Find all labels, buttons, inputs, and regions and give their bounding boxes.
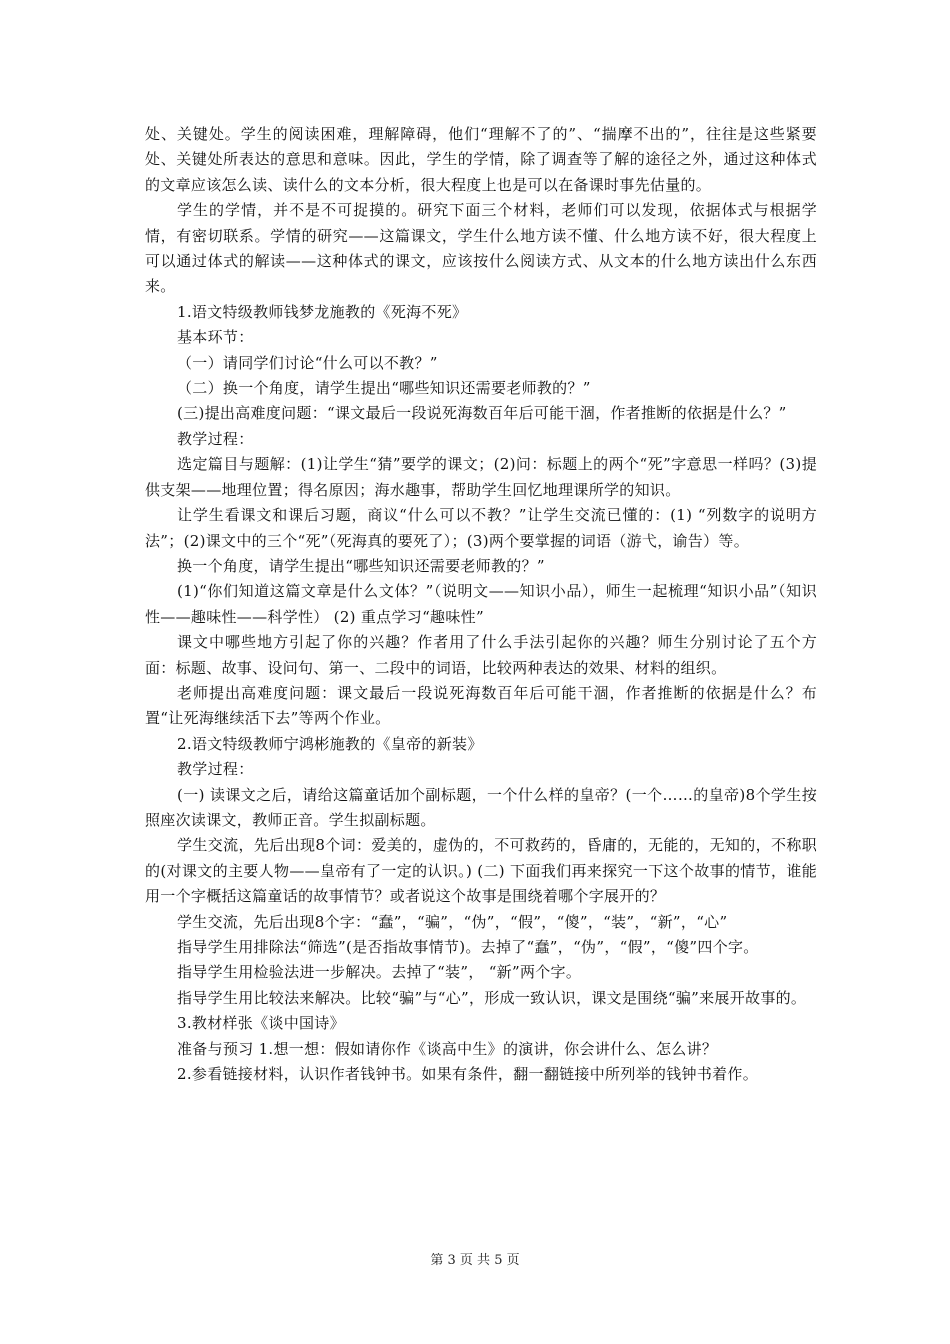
paragraph: 换一个角度，请学生提出“哪些知识还需要老师教的？” — [177, 556, 545, 575]
paragraph: 指导学生用排除法“筛选”(是否指故事情节)。去掉了“蠢”，“伪”，“假”，“傻”四个字。 — [177, 938, 759, 956]
paragraph: 3.教材样张《谈中国诗》 — [177, 1014, 345, 1033]
page-footer: 第 3 页 共 5 页 — [430, 1253, 520, 1268]
paragraph: (1)“你们知道这篇文章是什么文体？”（说明文——知识小品），师生一起梳理“知识小品”（知识性——趣味性——科学性） (2) 重点学习“趣味性” — [145, 582, 817, 626]
paragraph: 教学过程： — [177, 760, 254, 779]
paragraph: 2.语文特级教师宁鸿彬施教的《皇帝的新装》 — [177, 734, 483, 753]
paragraph: 学生交流，先后出现8个词：爱美的，虚伪的，不可救药的，昏庸的，无能的，无知的，不称职的(对课文的主要人物——皇帝有了一定的认识。) (二) 下面我们再来探究一下这个故事的情节，谁能用一个字概括这篇童话的故事情节？或者说这个故事是围绕着哪个字展开的？ — [145, 836, 817, 906]
paragraph: 选定篇目与题解：(1)让学生“猜”要学的课文；(2)问：标题上的两个“死”字意思一样吗？(3)提供支架——地理位置；得名原因；海水趣事，帮助学生回忆地理课所学的知识。 — [145, 455, 817, 499]
paragraph: 学生的学情，并不是不可捉摸的。研究下面三个材料，老师们可以发现，依据体式与根据学情，有密切联系。学情的研究——这篇课文，学生什么地方读不懂、什么地方读不好，很大程度上可以通过体式的解读——这种体式的课文，应该按什么阅读方式、从文本的什么地方读出什么东西来。 — [145, 201, 817, 296]
paragraph: （二）换一个角度，请学生提出“哪些知识还需要老师教的？” — [177, 379, 591, 398]
paragraph: 课文中哪些地方引起了你的兴趣？作者用了什么手法引起你的兴趣？师生分别讨论了五个方面：标题、故事、设问句、第一、二段中的词语，比较两种表达的效果、材料的组织。 — [145, 633, 817, 677]
paragraph: （一）请同学们讨论“什么可以不教？” — [177, 353, 438, 372]
paragraph: 教学过程： — [177, 429, 254, 448]
document-body — [145, 122, 817, 1087]
paragraph: 处、关键处。学生的阅读困难，理解障碍，他们“理解不了的”、“揣摩不出的”，往往是这些紧要处、关键处所表达的意思和意味。因此，学生的学情，除了调查等了解的途径之外，通过这种体式的文章应该怎么读、读什么的文本分析，很大程度上也是可以在备课时事先估量的。 — [145, 125, 817, 194]
paragraph: 1.语文特级教师钱梦龙施教的《死海不死》 — [177, 302, 468, 321]
paragraph: 准备与预习 1.想一想：假如请你作《谈高中生》的演讲，你会讲什么、怎么讲？ — [177, 1039, 718, 1058]
paragraph: (一) 读课文之后，请给这篇童话加个副标题，一个什么样的皇帝？(一个……的皇帝)8个学生按照座次读课文，教师正音。学生拟副标题。 — [145, 785, 817, 829]
paragraph: 学生交流，先后出现8个字：“蠢”，“骗”，“伪”，“假”，“傻”，“装”，“新”，“心” — [177, 912, 728, 931]
paragraph: 指导学生用比较法来解决。比较“骗”与“心”，形成一致认识，课文是围绕“骗”来展开故事的。 — [177, 988, 807, 1007]
paragraph: (三)提出高难度问题：“课文最后一段说死海数百年后可能干涸，作者推断的依据是什么？” — [177, 404, 787, 423]
paragraph: 指导学生用检验法进一步解决。去掉了“装”， “新”两个字。 — [177, 963, 582, 982]
paragraph: 2.参看链接材料，认识作者钱钟书。如果有条件，翻一翻链接中所列举的钱钟书着作。 — [177, 1065, 759, 1084]
paragraph: 让学生看课文和课后习题，商议“什么可以不教？”让学生交流已懂的：(1) “列数字的说明方法”；(2)课文中的三个“死”（死海真的要死了）；(3)两个要掌握的词语（游弋，谕告）等。 — [145, 506, 817, 550]
paragraph: 基本环节： — [177, 328, 254, 347]
paragraph: 老师提出高难度问题：课文最后一段说死海数百年后可能干涸，作者推断的依据是什么？布置“让死海继续活下去”等两个作业。 — [145, 683, 817, 728]
